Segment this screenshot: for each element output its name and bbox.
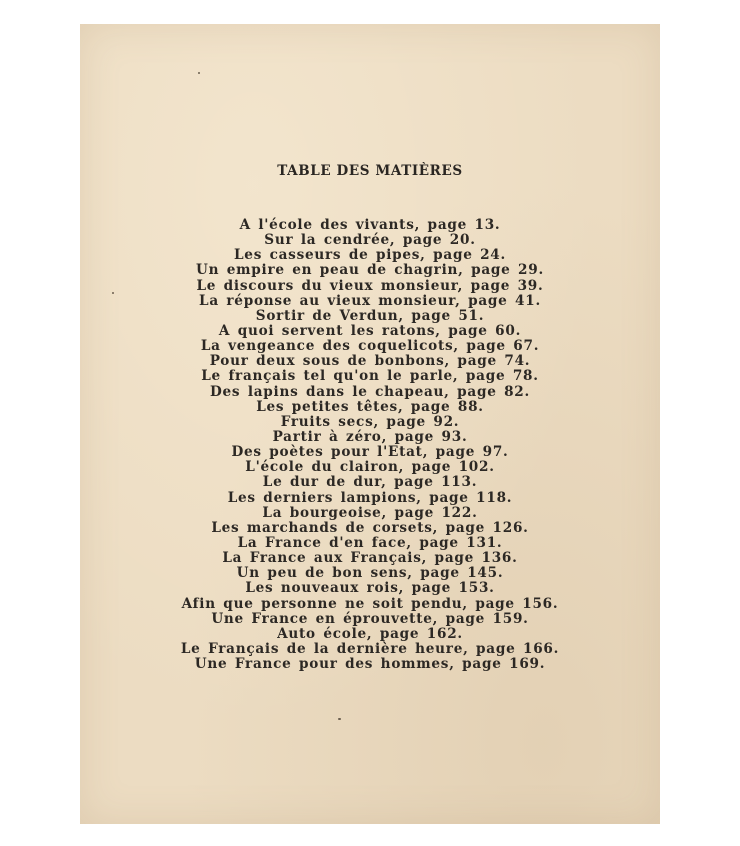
toc-entry: Afin que personne ne soit pendu, page 156. [181, 595, 559, 612]
toc-entry: Auto école, page 162. [277, 625, 463, 642]
book-page [80, 24, 660, 824]
toc-entry: Une France pour des hommes, page 169. [194, 656, 546, 673]
toc-entry: Sortir de Verdun, page 51. [255, 307, 485, 324]
toc-entry: Fruits secs, page 92. [280, 413, 460, 430]
toc-entry: Le discours du vieux monsieur, page 39. [196, 277, 544, 294]
table-of-contents [80, 218, 660, 672]
paper-speck [198, 72, 200, 74]
toc-entry: La France aux Français, page 136. [222, 550, 518, 567]
toc-entry: L'école du clairon, page 102. [245, 459, 495, 476]
toc-entry: Partir à zéro, page 93. [272, 428, 468, 445]
page-title: TABLE DES MATIÈRES [277, 163, 463, 179]
toc-entry: Des poètes pour l'Etat, page 97. [231, 444, 509, 461]
toc-entry: Les nouveaux rois, page 153. [245, 580, 495, 597]
toc-entry: A quoi servent les ratons, page 60. [218, 322, 522, 339]
toc-entry: Les marchands de corsets, page 126. [211, 519, 529, 536]
toc-entry: Sur la cendrée, page 20. [264, 232, 476, 249]
toc-entry: Pour deux sous de bonbons, page 74. [209, 353, 531, 370]
toc-entry: Un peu de bon sens, page 145. [236, 565, 504, 582]
toc-entry: Les derniers lampions, page 118. [227, 489, 513, 506]
toc-entry: Les casseurs de pipes, page 24. [234, 247, 506, 264]
toc-entry: Le Français de la dernière heure, page 166. [180, 640, 560, 657]
toc-entry: Des lapins dans le chapeau, page 82. [210, 383, 530, 400]
toc-entry: La réponse au vieux monsieur, page 41. [199, 292, 541, 309]
toc-entry: A l'école des vivants, page 13. [239, 217, 501, 233]
toc-entry: La vengeance des coquelicots, page 67. [200, 338, 540, 355]
toc-entry: Le français tel qu'on le parle, page 78. [201, 368, 539, 385]
toc-entry: Un empire en peau de chagrin, page 29. [196, 262, 544, 279]
toc-entry: Une France en éprouvette, page 159. [211, 610, 529, 627]
toc-entry: La France d'en face, page 131. [237, 534, 503, 551]
toc-entry: La bourgeoise, page 122. [262, 504, 478, 521]
toc-entry: Le dur de dur, page 113. [262, 474, 478, 491]
toc-entry: Les petites têtes, page 88. [256, 398, 484, 415]
paper-speck [338, 718, 341, 720]
